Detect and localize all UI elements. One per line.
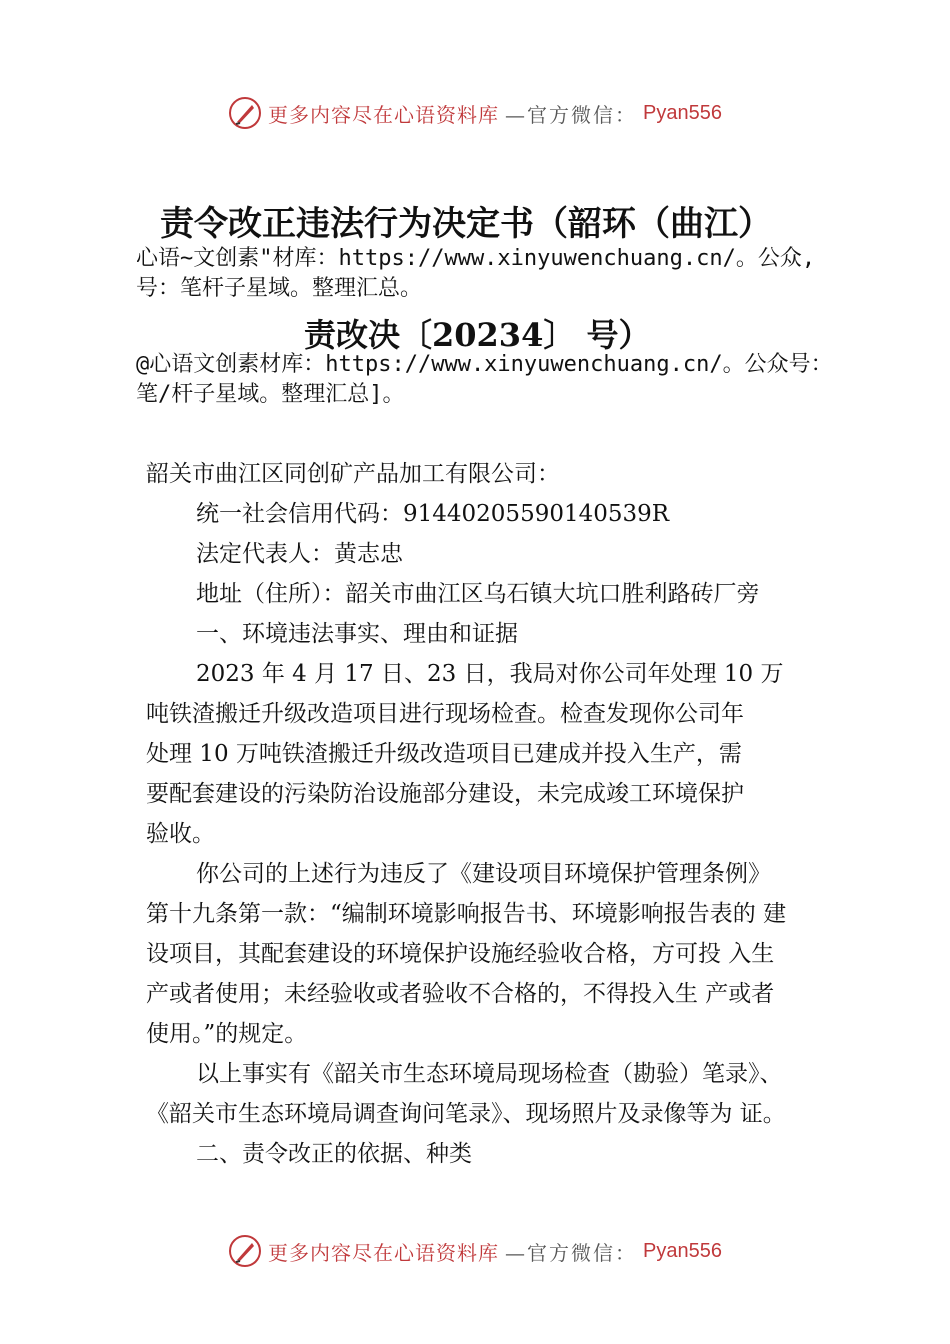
paragraph-line: 设项目，其配套建设的环境保护设施经验收合格，方可投 入生 bbox=[146, 941, 775, 967]
banner-wechat: Pyan556 bbox=[643, 101, 722, 124]
feather-pen-icon bbox=[228, 1234, 262, 1268]
credit-code: 统一社会信用代码：91440205590140539R bbox=[196, 501, 670, 527]
section-heading: 二、责令改正的依据、种类 bbox=[196, 1141, 472, 1167]
legal-representative: 法定代表人：黄志忠 bbox=[196, 541, 403, 567]
recipient: 韶关市曲江区同创矿产品加工有限公司： bbox=[146, 461, 560, 487]
address: 地址（住所）：韶关市曲江区乌石镇大坑口胜利路砖厂旁 bbox=[196, 581, 760, 607]
paragraph-line: 产或者使用；未经验收或者验收不合格的，不得投入生 产或者 bbox=[146, 981, 775, 1007]
banner-separator: —官方微信： bbox=[505, 1240, 638, 1265]
footer-banner bbox=[0, 1234, 950, 1274]
paragraph-line: 使用。”的规定。 bbox=[146, 1021, 308, 1047]
watermark-note: @心语文创素材库：https://www.xinyuwenchuang.cn/。公众号：笔/杆子星域。整理汇总]。 bbox=[136, 352, 833, 407]
document-title: 责令改正违法行为决定书（韶环（曲江） bbox=[160, 204, 772, 244]
section-heading: 一、环境违法事实、理由和证据 bbox=[196, 621, 518, 647]
paragraph-line: 2023 年 4 月 17 日、23 日，我局对你公司年处理 10 万 bbox=[196, 661, 784, 687]
header-banner bbox=[0, 96, 950, 136]
feather-pen-icon bbox=[228, 96, 262, 130]
banner-text: 更多内容尽在心语资料库 bbox=[268, 1240, 500, 1265]
paragraph-line: 《韶关市生态环境局调查询问笔录》、现场照片及录像等为 证。 bbox=[146, 1101, 786, 1127]
banner-wechat: Pyan556 bbox=[643, 1239, 722, 1262]
paragraph-line: 你公司的上述行为违反了《建设项目环境保护管理条例》 bbox=[196, 861, 771, 887]
paragraph-line: 第十九条第一款：“编制环境影响报告书、环境影响报告表的 建 bbox=[146, 901, 787, 927]
paragraph-line: 吨铁渣搬迁升级改造项目进行现场检查。检查发现你公司年 bbox=[146, 701, 744, 727]
banner-text: 更多内容尽在心语资料库 bbox=[268, 102, 500, 127]
banner-separator: —官方微信： bbox=[505, 102, 638, 127]
document-body bbox=[146, 454, 836, 1174]
paragraph-line: 处理 10 万吨铁渣搬迁升级改造项目已建成并投入生产，需 bbox=[146, 741, 742, 767]
paragraph-line: 要配套建设的污染防治设施部分建设，未完成竣工环境保护 bbox=[146, 781, 744, 807]
paragraph-line: 以上事实有《韶关市生态环境局现场检查（勘验）笔录》、 bbox=[196, 1061, 783, 1087]
paragraph-line: 验收。 bbox=[146, 821, 215, 847]
document-number: 责改决〔20234〕 号） bbox=[304, 316, 651, 354]
watermark-note: 心语~文创素"材库：https://www.xinyuwenchuang.cn/。公众,号：笔杆子星域。整理汇总。 bbox=[136, 246, 816, 301]
